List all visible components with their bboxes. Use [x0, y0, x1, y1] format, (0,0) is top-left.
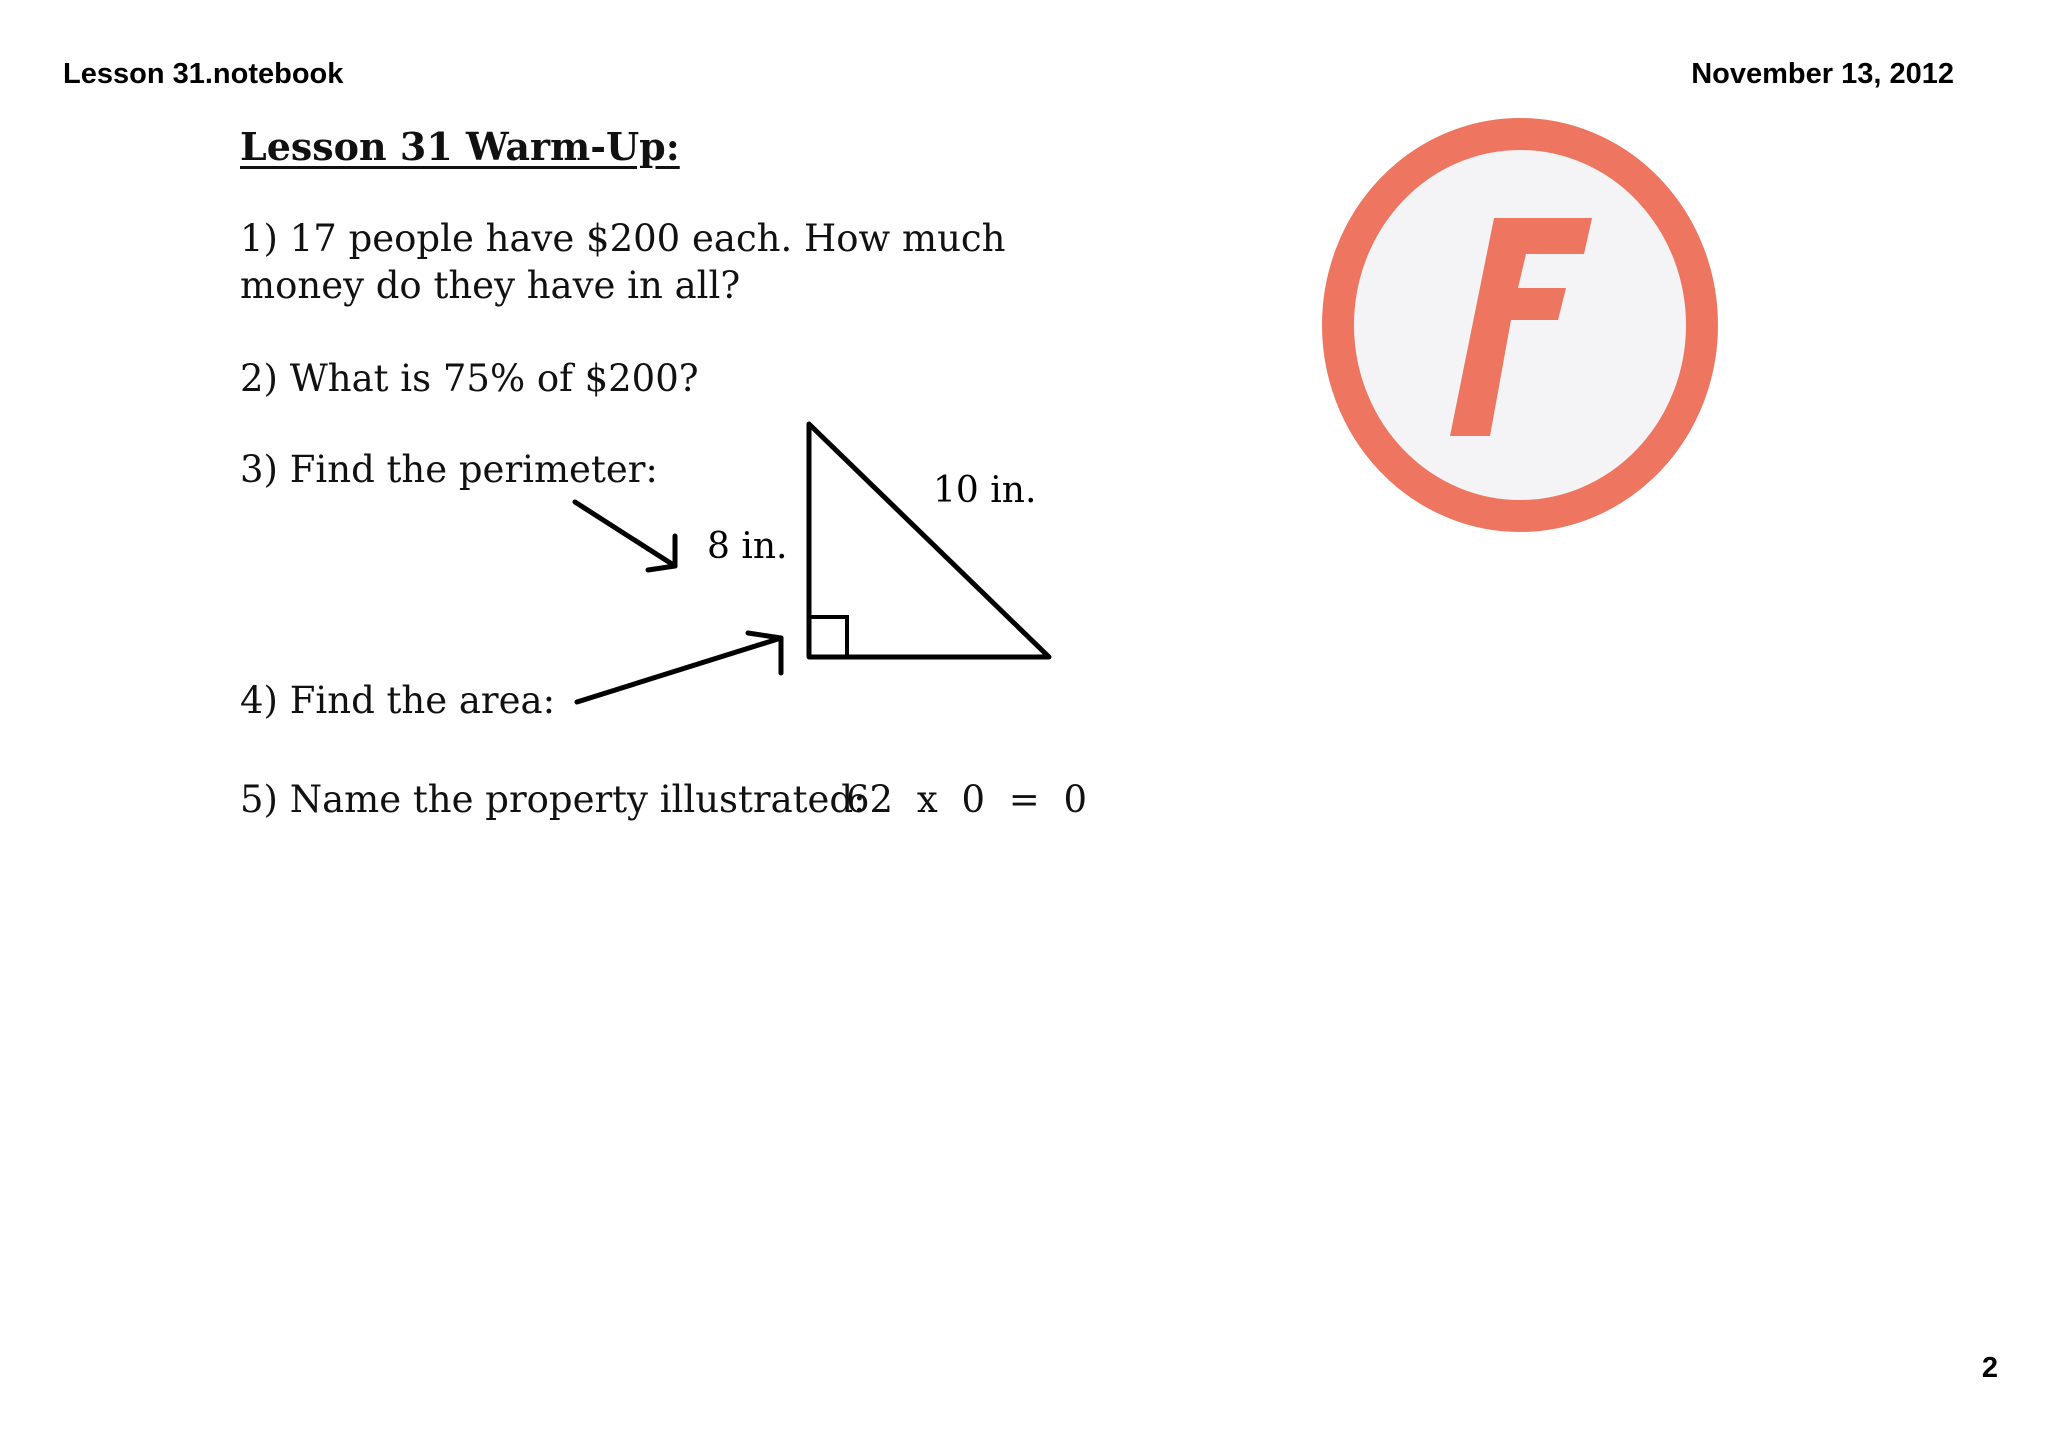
- right-angle-marker: [809, 617, 847, 657]
- f-circle-logo-icon: [1322, 118, 1718, 533]
- page-title: Lesson 31 Warm-Up:: [240, 124, 680, 169]
- hypotenuse-length-label: 10 in.: [933, 470, 1037, 511]
- question-4: 4) Find the area:: [240, 679, 556, 722]
- side-length-label: 8 in.: [707, 526, 788, 567]
- question-5: 5) Name the property illustrated:: [240, 778, 866, 821]
- question-5-expression: 62 x 0 = 0: [846, 778, 1088, 821]
- question-1-line-1: 1) 17 people have $200 each. How much: [240, 217, 1006, 260]
- question-2: 2) What is 75% of $200?: [240, 357, 699, 400]
- arrow-perimeter: [575, 502, 675, 570]
- right-triangle: [809, 424, 1049, 657]
- arrow-area: [577, 633, 781, 702]
- page-date: November 13, 2012: [1691, 58, 1954, 90]
- question-3: 3) Find the perimeter:: [240, 448, 658, 491]
- notebook-file-name: Lesson 31.notebook: [63, 58, 344, 90]
- question-1-line-2: money do they have in all?: [240, 264, 741, 307]
- page-number: 2: [1981, 1352, 1998, 1384]
